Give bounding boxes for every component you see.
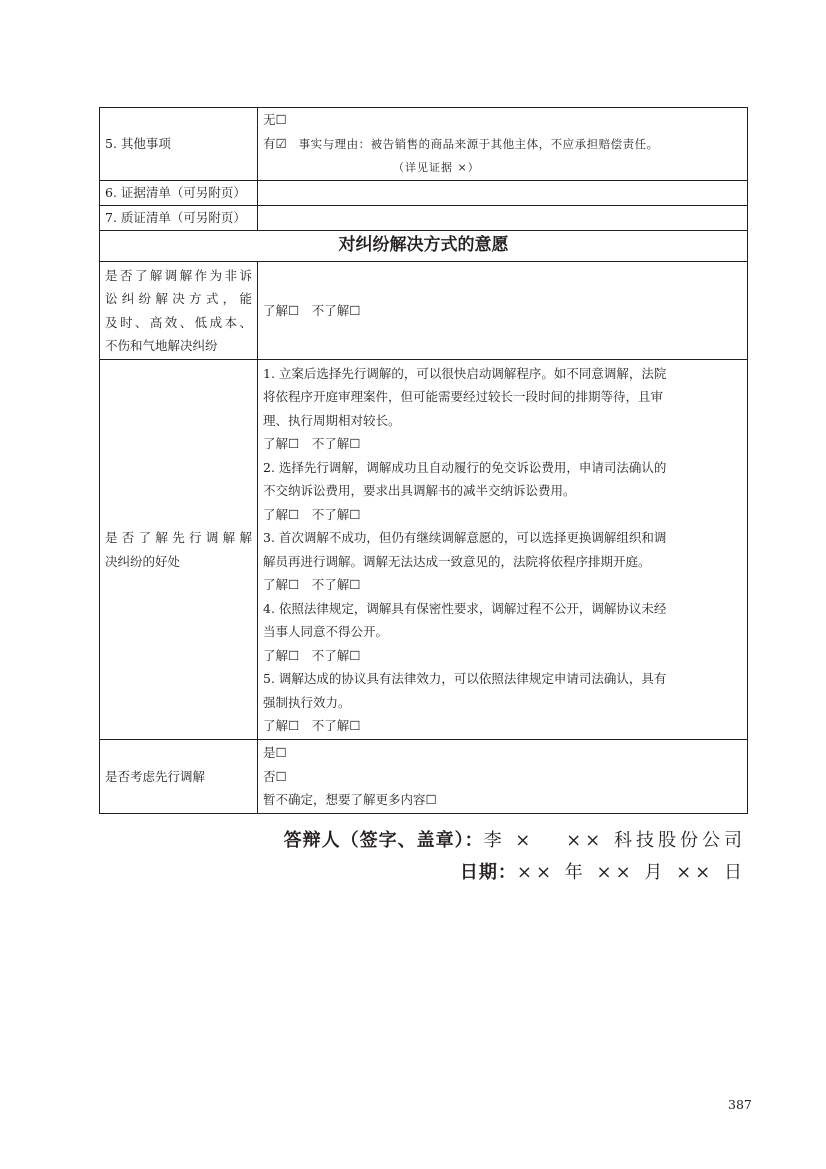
see-evidence-note: （详见证据 ×） — [393, 161, 480, 175]
benefit-2-line-1: 2. 选择先行调解，调解成功且自动履行的免交诉讼费用，申请司法确认的 — [263, 459, 667, 475]
date-value: ×× 年 ×× 月 ×× 日 — [516, 862, 746, 883]
benefit-4-line-2: 当事人同意不得公开。 — [263, 624, 389, 639]
understand-mediation-row — [100, 262, 748, 360]
date-label: 日期： — [459, 862, 517, 883]
section-title-row — [100, 231, 748, 262]
benefit-1-options[interactable]: 了解☐ 不了解☐ — [263, 436, 361, 451]
consider-no-option[interactable]: 否☐ — [263, 768, 287, 784]
benefit-4-options[interactable]: 了解☐ 不了解☐ — [263, 647, 361, 663]
none-option[interactable]: 无☐ — [263, 112, 287, 128]
yes-option-checked[interactable]: 有☑ — [263, 135, 287, 151]
consider-row — [100, 740, 748, 814]
other-matters-content — [258, 108, 748, 181]
benefit-5-line-1: 5. 调解达成的协议具有法律效力，可以依照法律规定申请司法确认，具有 — [263, 671, 667, 686]
consider-yes-option[interactable]: 是☐ — [263, 745, 287, 761]
signature-line — [284, 826, 746, 852]
benefit-2-line-2: 不交纳诉讼费用，要求出具调解书的减半交纳诉讼费用。 — [263, 483, 576, 498]
benefit-5-line-2: 强制执行效力。 — [263, 694, 351, 710]
benefit-1-line-2: 将依程序开庭审理案件，但可能需要经过较长一段时间的排期等待，且审 — [263, 389, 664, 404]
benefit-2-options[interactable]: 了解☐ 不了解☐ — [263, 506, 361, 522]
cross-exam-list-field[interactable] — [258, 206, 748, 231]
section-title: 对纠纷解决方式的意愿 — [100, 231, 748, 262]
fact-reason-text: 事实与理由：被告销售的商品来源于其他主体，不应承担赔偿责任。 — [298, 136, 659, 151]
consider-options — [258, 740, 748, 814]
date-line — [460, 858, 746, 884]
other-matters-row — [100, 108, 748, 181]
signature-label: 答辩人（签字、盖章）： — [283, 830, 484, 851]
page-number: 387 — [728, 1097, 752, 1112]
understand-mediation-label: 是否了解调解作为非诉 讼纠纷解决方式，能 及时、高效、低成本、 不伤和气地解决纠纷 — [100, 262, 258, 360]
evidence-list-row — [100, 181, 748, 206]
benefit-3-line-1: 3. 首次调解不成功，但仍有继续调解意愿的，可以选择更换调解组织和调 — [263, 530, 667, 545]
defense-form-table — [99, 107, 748, 814]
consider-unsure-option[interactable]: 暂不确定，想要了解更多内容☐ — [263, 792, 437, 808]
understand-mediation-options[interactable]: 了解☐ 不了解☐ — [258, 262, 748, 360]
cross-exam-list-label: 7. 质证清单（可另附页） — [100, 206, 258, 231]
benefit-3-line-2: 解员再进行调解。调解无法达成一致意见的，法院将依程序排期开庭。 — [263, 553, 651, 569]
benefit-1-line-3: 理、执行周期相对较长。 — [263, 412, 401, 428]
benefit-3-options[interactable]: 了解☐ 不了解☐ — [263, 577, 361, 592]
signature-value: 李 × ×× 科技股份公司 — [483, 830, 746, 851]
benefits-content — [258, 360, 748, 740]
benefits-label: 是否了解先行调解解 决纠纷的好处 — [100, 360, 258, 740]
benefit-5-options[interactable]: 了解☐ 不了解☐ — [263, 718, 361, 733]
consider-label: 是否考虑先行调解 — [100, 740, 258, 814]
benefit-1-line-1: 1. 立案后选择先行调解的，可以很快启动调解程序。如不同意调解，法院 — [263, 365, 667, 381]
other-matters-label: 5. 其他事项 — [100, 108, 258, 181]
evidence-list-label: 6. 证据清单（可另附页） — [100, 181, 258, 206]
cross-exam-list-row — [100, 206, 748, 231]
evidence-list-field[interactable] — [258, 181, 748, 206]
benefits-row — [100, 360, 748, 740]
benefit-4-line-1: 4. 依照法律规定，调解具有保密性要求，调解过程不公开，调解协议未经 — [263, 600, 667, 616]
